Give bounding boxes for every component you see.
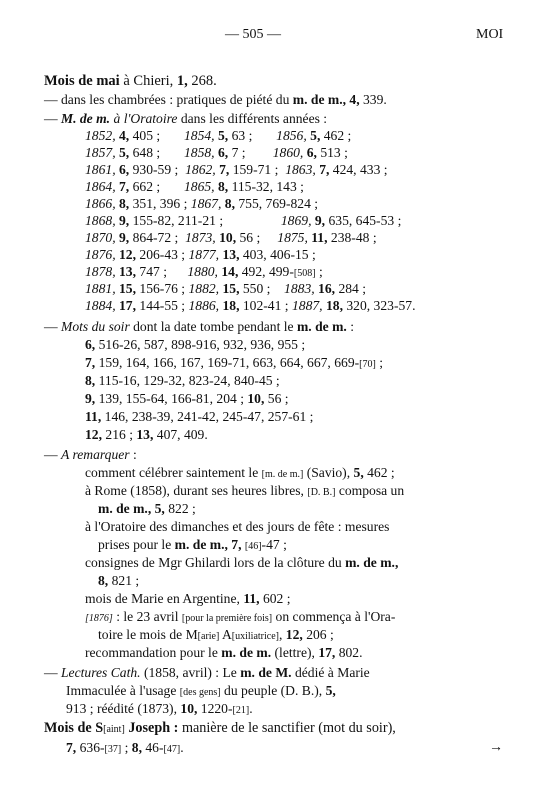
index-text: 662 ; [129, 179, 184, 194]
index-line [85, 408, 313, 425]
index-line [98, 572, 139, 589]
index-text: [508] [293, 268, 316, 279]
index-text: 8, [217, 179, 229, 194]
index-text: : [129, 447, 137, 462]
index-text: 1877, [188, 247, 220, 262]
index-text: [arie] [197, 631, 220, 642]
index-text: — [44, 447, 61, 462]
index-text: 10, [219, 230, 237, 245]
index-text: [D. B.] [307, 487, 336, 498]
index-text: Lectures Cath. [61, 665, 141, 680]
index-text: 1866, [85, 196, 116, 211]
index-text: [des gens] [179, 687, 221, 698]
index-text: 17, [318, 645, 336, 660]
index-text: [37] [104, 744, 122, 755]
index-text: 206-43 ; [136, 247, 189, 262]
index-text: 1856, [276, 128, 307, 143]
index-text: 1883, [284, 281, 315, 296]
index-text: m. de M. [240, 665, 292, 680]
index-text: 5, [119, 145, 130, 160]
index-line [85, 195, 318, 212]
index-text: 351, 396 ; [129, 196, 191, 211]
index-text: 1858, [183, 145, 215, 160]
index-text: 648 ; [129, 145, 184, 160]
index-text: 238-48 ; [327, 230, 377, 245]
index-line [85, 297, 415, 314]
index-line [85, 212, 401, 229]
index-text: 1887, [291, 298, 323, 313]
index-text: 1884, [85, 298, 116, 313]
index-text: A [219, 627, 232, 642]
index-text: du peuple (D. B.), [220, 683, 326, 698]
index-text: 1875, [277, 230, 308, 245]
index-text: 405 ; [129, 128, 184, 143]
index-text: 1220- [197, 701, 233, 716]
index-line [98, 536, 287, 555]
index-text: 913 ; réédité (1873), [66, 701, 181, 716]
index-text: 155-82, 211-21 ; [129, 213, 281, 228]
index-text: 822 ; [164, 501, 196, 516]
index-text: 7, [66, 740, 77, 755]
index-text: 462 ; [320, 128, 352, 143]
index-text: 4, [119, 128, 130, 143]
index-text: 159, 164, 166, 167, 169-71, 663, 664, 667, 669- [95, 355, 360, 370]
index-text: ; [375, 355, 383, 370]
index-text: [aint] [103, 724, 125, 735]
index-text: dans les différents années : [177, 111, 328, 126]
index-text: A remarquer [61, 447, 130, 462]
index-text: 4, [349, 92, 360, 107]
index-line [98, 500, 196, 517]
index-text: 407, 409. [153, 427, 208, 442]
index-text: 216 ; [102, 427, 137, 442]
index-text: 9, [85, 391, 96, 406]
index-text: 1865, [183, 179, 215, 194]
index-text: 1857, [85, 145, 116, 160]
index-text: 492, 499- [238, 264, 294, 279]
index-text: dédié à Marie [291, 665, 370, 680]
index-line [85, 246, 316, 263]
index-text: 7 ; [228, 145, 273, 160]
running-head: MOI [476, 27, 504, 42]
index-text: 1869, [280, 213, 312, 228]
index-line [85, 464, 395, 483]
index-text: (1858, avril) : Le [140, 665, 241, 680]
index-text: M. de m. [61, 111, 111, 126]
index-text: 7, [85, 355, 96, 370]
index-text: composa un [335, 483, 405, 498]
index-text: 7, [119, 179, 130, 194]
index-text: 1867, [190, 196, 222, 211]
index-text: 1876, [85, 247, 116, 262]
index-text: . [249, 701, 253, 716]
index-text: 8, [85, 373, 96, 388]
index-text: 6, [306, 145, 317, 160]
index-text: 12, [285, 627, 303, 642]
index-text: [1876] [85, 613, 113, 624]
index-text: 9, [119, 230, 130, 245]
index-text: Mois de S [44, 720, 104, 736]
index-text: mois de Marie en Argentine, [85, 591, 244, 606]
index-line [85, 590, 291, 607]
index-text: 636- [76, 740, 105, 755]
index-text: m. de m. [296, 319, 347, 334]
index-text: 102-41 ; [239, 298, 292, 313]
index-text: à l'Oratoire [110, 111, 178, 126]
index-text: [47] [163, 744, 181, 755]
index-text: [70] [359, 359, 376, 370]
index-text: 15, [222, 281, 240, 296]
index-line [85, 144, 348, 161]
index-text: 13, [119, 264, 136, 279]
index-text: — [44, 319, 61, 334]
index-text: 11, [85, 409, 102, 424]
index-text: m. de m. [221, 645, 272, 660]
index-text: 11, [243, 591, 260, 606]
page-number: — 505 — [225, 27, 281, 42]
index-text: 284 ; [335, 281, 367, 296]
index-text: 8, [98, 573, 109, 588]
index-line [98, 626, 334, 645]
index-text: on commença à l'Ora- [272, 609, 396, 624]
index-text: 6, [217, 145, 229, 160]
index-text: 5, [325, 683, 336, 698]
index-text: 10, [247, 391, 265, 406]
index-text: 159-71 ; [229, 162, 286, 177]
index-line [85, 644, 363, 661]
index-text: 15, [119, 281, 136, 296]
index-text: 12, [119, 247, 136, 262]
index-line [85, 608, 395, 627]
index-text: Mois de mai [44, 73, 120, 89]
index-text: 139, 155-64, 166-81, 204 ; [95, 391, 248, 406]
index-text: consignes de Mgr Ghilardi lors de la clôture du [85, 555, 346, 570]
index-text: 14, [221, 264, 239, 279]
index-text: 635, 645-53 ; [325, 213, 402, 228]
index-text: 516-26, 587, 898-916, 932, 936, 955 ; [95, 337, 306, 352]
index-text: 11, [311, 230, 328, 245]
index-text: 1868, [85, 213, 116, 228]
index-line [44, 446, 137, 463]
index-text: 6, [85, 337, 96, 352]
index-text: : [346, 319, 354, 334]
index-text: 5, [217, 128, 229, 143]
index-text: — dans les chambrées : pratiques de piété du [44, 92, 293, 107]
index-line [44, 110, 327, 127]
index-text: 268. [187, 73, 217, 89]
index-text: 403, 406-15 ; [239, 247, 316, 262]
arrow-right-icon: → [489, 740, 503, 755]
index-line [85, 482, 404, 501]
index-text: 8, [119, 196, 130, 211]
index-text: 320, 323-57. [342, 298, 416, 313]
index-text: comment célébrer saintement le [85, 465, 262, 480]
index-text: 747 ; [136, 264, 188, 279]
index-text: (lettre), [271, 645, 319, 660]
index-line [85, 178, 304, 195]
index-text: à Rome (1858), durant ses heures libres, [85, 483, 308, 498]
index-text: 8, [224, 196, 235, 211]
index-text: 1881, [85, 281, 116, 296]
index-text: Mots du soir [61, 319, 130, 334]
index-text: Immaculée à l'usage [66, 683, 180, 698]
index-text: ; [315, 264, 323, 279]
index-text: 513 ; [316, 145, 348, 160]
index-text: manière de le sanctifier (mot du soir), [178, 720, 396, 736]
index-text: 462 ; [363, 465, 395, 480]
index-text: 16, [318, 281, 336, 296]
index-text: 1882, [188, 281, 220, 296]
index-text: 56 ; [236, 230, 278, 245]
index-text: 424, 433 ; [329, 162, 388, 177]
index-text: [m. de m.] [261, 469, 304, 480]
index-text: 1852, [85, 128, 116, 143]
index-text: m. de m., 5, [98, 501, 165, 516]
index-text: 63 ; [228, 128, 277, 143]
index-text: 1861, [85, 162, 116, 177]
index-text: 115-32, 143 ; [228, 179, 304, 194]
index-text: 1, [176, 73, 188, 89]
index-text: 6, [119, 162, 130, 177]
index-text: à Chieri, [119, 73, 177, 89]
index-text: 864-72 ; [129, 230, 186, 245]
index-text: 1862, [185, 162, 216, 177]
index-text: — [44, 111, 61, 126]
index-line [85, 426, 208, 443]
index-line [44, 720, 396, 738]
index-line [44, 664, 370, 681]
index-text: [uxiliatrice] [231, 631, 279, 642]
index-line [85, 229, 377, 246]
index-text: prises pour le [98, 537, 175, 552]
index-text: 1854, [183, 128, 215, 143]
index-text: 5, [353, 465, 364, 480]
index-text: — [44, 665, 61, 680]
index-line [85, 336, 305, 353]
index-text: 802. [335, 645, 363, 660]
index-line [66, 682, 336, 701]
index-text: 1880, [187, 264, 218, 279]
index-text: 1860, [272, 145, 304, 160]
index-text: 1873, [185, 230, 216, 245]
index-text: 13, [222, 247, 240, 262]
index-text: à l'Oratoire des dimanches et des jours de fête : mesures [85, 519, 390, 534]
index-text: 18, [325, 298, 343, 313]
index-line [44, 318, 354, 335]
index-text: 339. [359, 92, 387, 107]
index-text: recommandation pour le [85, 645, 222, 660]
index-text: 13, [136, 427, 154, 442]
index-line [85, 161, 388, 178]
index-line [85, 127, 351, 144]
index-text: 755, 769-824 ; [234, 196, 319, 211]
index-line [66, 700, 253, 719]
index-line [66, 739, 184, 758]
index-text: (Savio), [303, 465, 354, 480]
index-text: 56 ; [264, 391, 289, 406]
index-text: : le 23 avril [112, 609, 182, 624]
index-text: 146, 238-39, 241-42, 245-47, 257-61 ; [101, 409, 314, 424]
index-text: Joseph : [124, 720, 179, 736]
index-text: 1863, [285, 162, 316, 177]
index-text: m. de m., [292, 92, 346, 107]
index-text: m. de m., 7, [174, 537, 242, 552]
index-text: m. de m., [345, 555, 399, 570]
index-line [85, 390, 289, 407]
index-text: 8, [131, 740, 142, 755]
index-text: 1878, [85, 264, 116, 279]
index-text: [46] [244, 541, 262, 552]
index-text: 9, [119, 213, 130, 228]
index-text: 7, [219, 162, 230, 177]
index-text: 1870, [85, 230, 116, 245]
index-text: 46- [141, 740, 164, 755]
index-text: . [180, 740, 184, 755]
index-text: 1864, [85, 179, 116, 194]
index-line [85, 518, 389, 535]
index-text: dont la date tombe pendant le [129, 319, 297, 334]
index-line [85, 354, 383, 373]
index-text: 115-16, 129-32, 823-24, 840-45 ; [95, 373, 280, 388]
index-text: toire le mois de M [98, 627, 198, 642]
index-text: 7, [319, 162, 330, 177]
index-line [44, 73, 217, 90]
index-text: 144-55 ; [136, 298, 189, 313]
index-line [85, 554, 398, 571]
index-text: 12, [85, 427, 102, 442]
index-text: 1886, [188, 298, 220, 313]
index-text: -47 ; [261, 537, 287, 552]
index-text: [21] [232, 705, 250, 716]
index-text: 550 ; [239, 281, 285, 296]
index-text: 18, [222, 298, 240, 313]
index-text: 602 ; [259, 591, 291, 606]
index-text: 821 ; [108, 573, 140, 588]
index-line [85, 372, 280, 389]
index-text: 17, [119, 298, 136, 313]
index-text: ; [121, 740, 132, 755]
index-text: 206 ; [302, 627, 334, 642]
index-text: 9, [314, 213, 326, 228]
index-line [44, 91, 387, 108]
index-text: [pour la première fois] [181, 613, 273, 624]
index-text: 10, [180, 701, 198, 716]
index-text: 156-76 ; [136, 281, 189, 296]
index-text: 930-59 ; [129, 162, 186, 177]
index-line [85, 280, 366, 297]
index-text: 5, [310, 128, 321, 143]
index-text: , [279, 627, 286, 642]
